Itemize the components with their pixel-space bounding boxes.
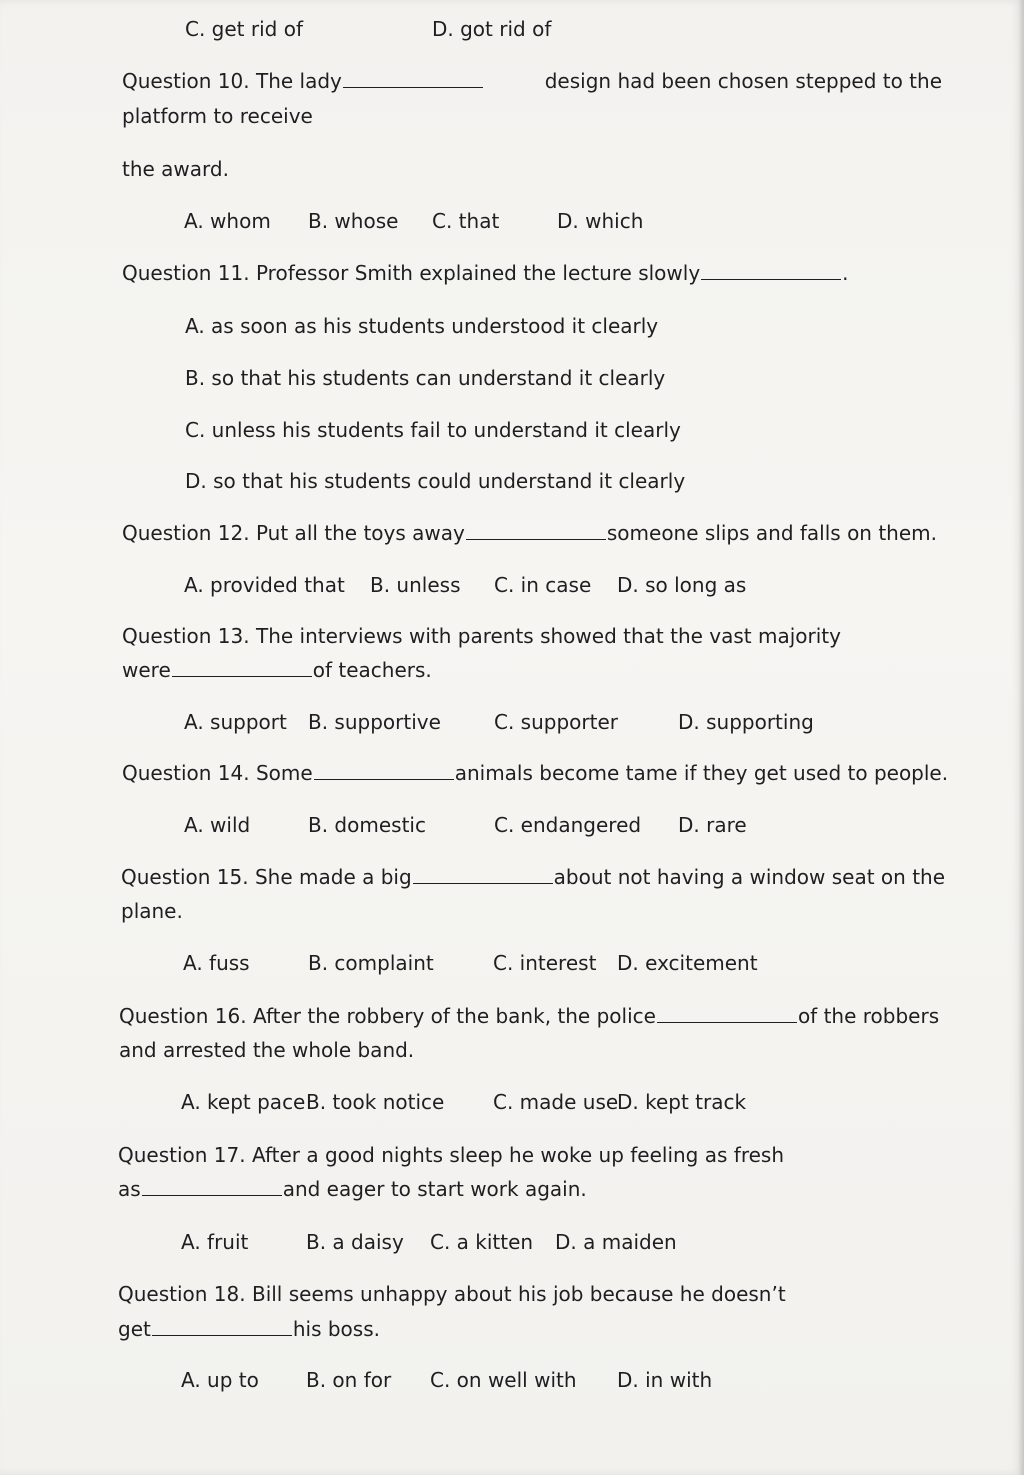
q18-option-c[interactable]: C. on well with bbox=[430, 1368, 577, 1392]
q16-text-a: Question 16. After the robbery of the bank, the police bbox=[119, 1004, 656, 1028]
q16-option-a[interactable]: A. kept pace bbox=[181, 1090, 306, 1114]
q14-blank[interactable] bbox=[314, 761, 454, 780]
q18-text-a: get bbox=[118, 1317, 151, 1341]
q11-option-d[interactable]: D. so that his students could understand it clearly bbox=[185, 469, 686, 493]
q12-option-d[interactable]: D. so long as bbox=[617, 573, 747, 597]
question-12-stem bbox=[122, 520, 937, 546]
q14-text-a: Question 14. Some bbox=[122, 761, 313, 785]
q10-blank[interactable] bbox=[343, 69, 483, 88]
question-13-line-1 bbox=[122, 623, 938, 649]
question-16-line-2: and arrested the whole band. bbox=[119, 1038, 415, 1062]
prev-option-c: C. get rid of bbox=[185, 17, 303, 41]
q13-option-c[interactable]: C. supporter bbox=[494, 710, 618, 734]
question-13-line-2 bbox=[122, 657, 432, 683]
question-10-line-3: the award. bbox=[122, 157, 229, 181]
q13-option-d[interactable]: D. supporting bbox=[678, 710, 814, 734]
q16-text-b: of the robbers bbox=[797, 1004, 940, 1028]
q18-text-b: his boss. bbox=[292, 1317, 380, 1341]
q18-text-l1: Question 18. Bill seems unhappy about his job because he doesn’t bbox=[118, 1282, 786, 1306]
q18-option-b[interactable]: B. on for bbox=[306, 1368, 392, 1392]
question-18-line-1 bbox=[118, 1281, 938, 1307]
q12-option-c[interactable]: C. in case bbox=[494, 573, 592, 597]
question-10-line-1 bbox=[122, 68, 942, 94]
q10-text-b: design had been chosen stepped to the bbox=[544, 69, 942, 93]
q15-option-b[interactable]: B. complaint bbox=[308, 951, 434, 975]
q16-option-b[interactable]: B. took notice bbox=[306, 1090, 445, 1114]
q17-text-l1: Question 17. After a good nights sleep he woke up feeling as fresh bbox=[118, 1143, 784, 1167]
q17-text-b: and eager to start work again. bbox=[282, 1177, 587, 1201]
prev-option-d: D. got rid of bbox=[432, 17, 552, 41]
q14-option-c[interactable]: C. endangered bbox=[494, 813, 642, 837]
q13-text-a: were bbox=[122, 658, 171, 682]
q11-text: Question 11. Professor Smith explained the lecture slowly bbox=[122, 261, 701, 285]
q15-text-b: about not having a window seat on the bbox=[553, 865, 946, 889]
q12-text-b: someone slips and falls on them. bbox=[606, 521, 938, 545]
q13-option-b[interactable]: B. supportive bbox=[308, 710, 441, 734]
q17-text-a: as bbox=[118, 1177, 141, 1201]
q18-option-d[interactable]: D. in with bbox=[617, 1368, 713, 1392]
question-10-line-2: platform to receive bbox=[122, 104, 313, 128]
q16-blank[interactable] bbox=[657, 1004, 797, 1023]
q12-blank[interactable] bbox=[466, 521, 606, 540]
q12-text-a: Question 12. Put all the toys away bbox=[122, 521, 465, 545]
q15-blank[interactable] bbox=[413, 865, 553, 884]
q10-option-a[interactable]: A. whom bbox=[184, 209, 271, 233]
question-17-line-1 bbox=[118, 1142, 938, 1168]
paper-edge-shadow bbox=[1018, 0, 1024, 1475]
q15-text-a: Question 15. She made a big bbox=[121, 865, 412, 889]
q17-blank[interactable] bbox=[142, 1177, 282, 1196]
q17-option-a[interactable]: A. fruit bbox=[181, 1230, 249, 1254]
q10-option-d[interactable]: D. which bbox=[557, 209, 644, 233]
q11-option-b[interactable]: B. so that his students can understand it clearly bbox=[185, 366, 666, 390]
q13-text-l1: Question 13. The interviews with parents showed that the vast majority bbox=[122, 624, 841, 648]
q10-option-c[interactable]: C. that bbox=[432, 209, 500, 233]
question-18-line-2 bbox=[118, 1316, 380, 1342]
q13-option-a[interactable]: A. support bbox=[184, 710, 287, 734]
q12-option-a[interactable]: A. provided that bbox=[184, 573, 345, 597]
question-15-line-1 bbox=[121, 864, 946, 890]
q10-text-a: Question 10. The lady bbox=[122, 69, 342, 93]
q14-option-b[interactable]: B. domestic bbox=[308, 813, 426, 837]
q15-option-a[interactable]: A. fuss bbox=[183, 951, 250, 975]
q10-option-b[interactable]: B. whose bbox=[308, 209, 399, 233]
q11-option-a[interactable]: A. as soon as his students understood it clearly bbox=[185, 314, 659, 338]
q18-blank[interactable] bbox=[152, 1317, 292, 1336]
q12-option-b[interactable]: B. unless bbox=[370, 573, 461, 597]
q11-option-c[interactable]: C. unless his students fail to understand it clearly bbox=[185, 418, 681, 442]
question-11-stem bbox=[122, 260, 849, 286]
q16-option-c[interactable]: C. made use bbox=[493, 1090, 619, 1114]
q17-option-c[interactable]: C. a kitten bbox=[430, 1230, 534, 1254]
q13-blank[interactable] bbox=[172, 658, 312, 677]
q17-option-d[interactable]: D. a maiden bbox=[555, 1230, 677, 1254]
question-17-line-2 bbox=[118, 1176, 587, 1202]
q15-option-d[interactable]: D. excitement bbox=[617, 951, 758, 975]
q13-text-b: of teachers. bbox=[312, 658, 432, 682]
q11-end: . bbox=[842, 261, 849, 285]
q15-option-c[interactable]: C. interest bbox=[493, 951, 597, 975]
q14-text-b: animals become tame if they get used to people. bbox=[454, 761, 949, 785]
q16-option-d[interactable]: D. kept track bbox=[617, 1090, 747, 1114]
q17-option-b[interactable]: B. a daisy bbox=[306, 1230, 404, 1254]
question-16-line-1 bbox=[119, 1003, 939, 1029]
q18-option-a[interactable]: A. up to bbox=[181, 1368, 259, 1392]
question-14-stem bbox=[122, 760, 948, 786]
q11-blank[interactable] bbox=[701, 261, 841, 280]
q14-option-d[interactable]: D. rare bbox=[678, 813, 747, 837]
q14-option-a[interactable]: A. wild bbox=[184, 813, 251, 837]
question-15-line-2: plane. bbox=[121, 899, 183, 923]
